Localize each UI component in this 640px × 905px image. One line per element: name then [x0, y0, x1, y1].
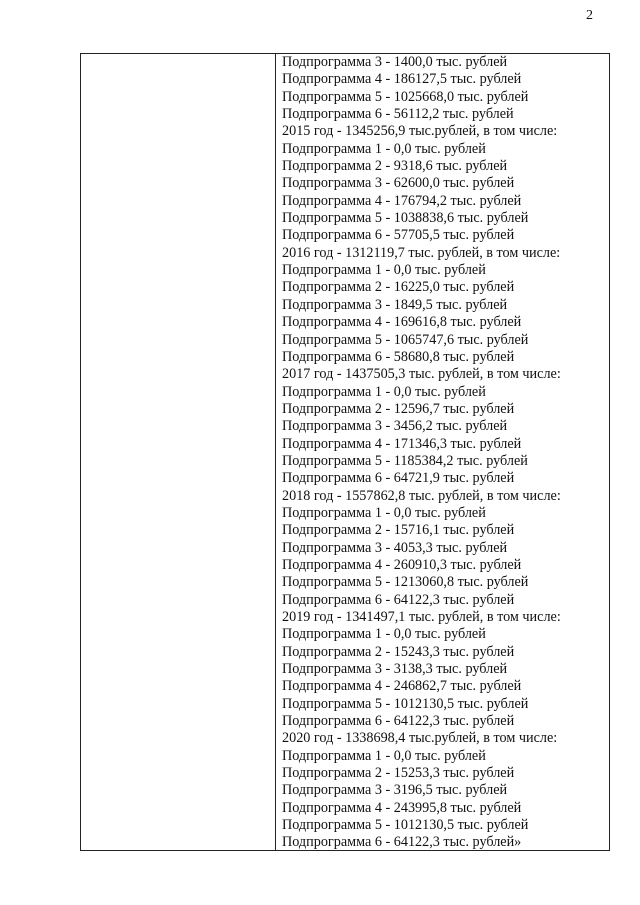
subprogram-line: Подпрограмма 1 - 0,0 тыс. рублей [282, 383, 486, 400]
subprogram-line: Подпрограмма 3 - 1400,0 тыс. рублей [282, 54, 508, 70]
subprogram-line: Подпрограмма 4 - 169616,8 тыс. рублей [282, 314, 522, 331]
subprogram-line: Подпрограмма 1 - 0,0 тыс. рублей [282, 626, 486, 643]
subprogram-line: Подпрограмма 6 - 58680,8 тыс. рублей [282, 348, 515, 365]
subprogram-line: Подпрограмма 2 - 15716,1 тыс. рублей [282, 522, 515, 539]
year-total-line: 2017 год - 1437505,3 тыс. рублей, в том числе: [282, 366, 561, 383]
subprogram-line: Подпрограмма 3 - 62600,0 тыс. рублей [282, 175, 515, 192]
subprogram-line: Подпрограмма 3 - 3456,2 тыс. рублей [282, 418, 508, 435]
subprogram-line: Подпрограмма 4 - 176794,2 тыс. рублей [282, 192, 522, 209]
subprogram-line: Подпрограмма 5 - 1065747,6 тыс. рублей [282, 331, 529, 348]
subprogram-line: Подпрограмма 4 - 246862,7 тыс. рублей [282, 678, 522, 695]
subprogram-line: Подпрограмма 2 - 15243,3 тыс. рублей [282, 643, 515, 660]
subprogram-line: Подпрограмма 6 - 64122,3 тыс. рублей [282, 713, 515, 730]
subprogram-line: Подпрограмма 6 - 57705,5 тыс. рублей [282, 227, 515, 244]
subprogram-line: Подпрограмма 4 - 186127,5 тыс. рублей [282, 71, 522, 88]
subprogram-line: Подпрограмма 1 - 0,0 тыс. рублей [282, 140, 486, 157]
page-number: 2 [586, 8, 593, 23]
subprogram-line: Подпрограмма 2 - 12596,7 тыс. рублей [282, 400, 515, 417]
subprogram-line: Подпрограмма 5 - 1012130,5 тыс. рублей [282, 695, 529, 712]
year-total-line: 2020 год - 1338698,4 тыс.рублей, в том числе: [282, 730, 558, 747]
subprogram-line: Подпрограмма 5 - 1213060,8 тыс. рублей [282, 574, 529, 591]
year-total-line: 2016 год - 1312119,7 тыс. рублей, в том числе: [282, 244, 561, 261]
subprogram-line: Подпрограмма 5 - 1185384,2 тыс. рублей [282, 452, 528, 469]
funding-table [80, 53, 610, 851]
subprogram-line: Подпрограмма 2 - 16225,0 тыс. рублей [282, 279, 515, 296]
subprogram-line: Подпрограмма 1 - 0,0 тыс. рублей [282, 262, 486, 279]
table-right-cell [277, 54, 609, 850]
subprogram-line: Подпрограмма 5 - 1025668,0 тыс. рублей [282, 88, 529, 105]
subprogram-line: Подпрограмма 6 - 64122,3 тыс. рублей» [282, 834, 522, 851]
subprogram-line: Подпрограмма 3 - 4053,3 тыс. рублей [282, 539, 508, 556]
subprogram-line: Подпрограмма 4 - 171346,3 тыс. рублей [282, 435, 522, 452]
subprogram-line: Подпрограмма 3 - 1849,5 тыс. рублей [282, 296, 508, 313]
subprogram-line: Подпрограмма 5 - 1012130,5 тыс. рублей [282, 817, 529, 834]
subprogram-line: Подпрограмма 1 - 0,0 тыс. рублей [282, 504, 486, 521]
subprogram-line: Подпрограмма 3 - 3138,3 тыс. рублей [282, 661, 508, 678]
subprogram-line: Подпрограмма 5 - 1038838,6 тыс. рублей [282, 210, 529, 227]
subprogram-line: Подпрограмма 6 - 64721,9 тыс. рублей [282, 470, 515, 487]
year-total-line: 2015 год - 1345256,9 тыс.рублей, в том числе: [282, 123, 558, 140]
subprogram-line: Подпрограмма 4 - 243995,8 тыс. рублей [282, 799, 522, 816]
table-left-cell [81, 54, 276, 850]
subprogram-line: Подпрограмма 3 - 3196,5 тыс. рублей [282, 782, 508, 799]
year-total-line: 2019 год - 1341497,1 тыс. рублей, в том числе: [282, 609, 561, 625]
subprogram-line: Подпрограмма 6 - 56112,2 тыс. рублей [282, 106, 514, 123]
subprogram-line: Подпрограмма 1 - 0,0 тыс. рублей [282, 747, 486, 764]
subprogram-line: Подпрограмма 6 - 64122,3 тыс. рублей [282, 591, 515, 608]
subprogram-line: Подпрограмма 4 - 260910,3 тыс. рублей [282, 556, 522, 573]
year-total-line: 2018 год - 1557862,8 тыс. рублей, в том числе: [282, 487, 561, 504]
subprogram-line: Подпрограмма 2 - 15253,3 тыс. рублей [282, 765, 515, 782]
subprogram-line: Подпрограмма 2 - 9318,6 тыс. рублей [282, 158, 508, 175]
